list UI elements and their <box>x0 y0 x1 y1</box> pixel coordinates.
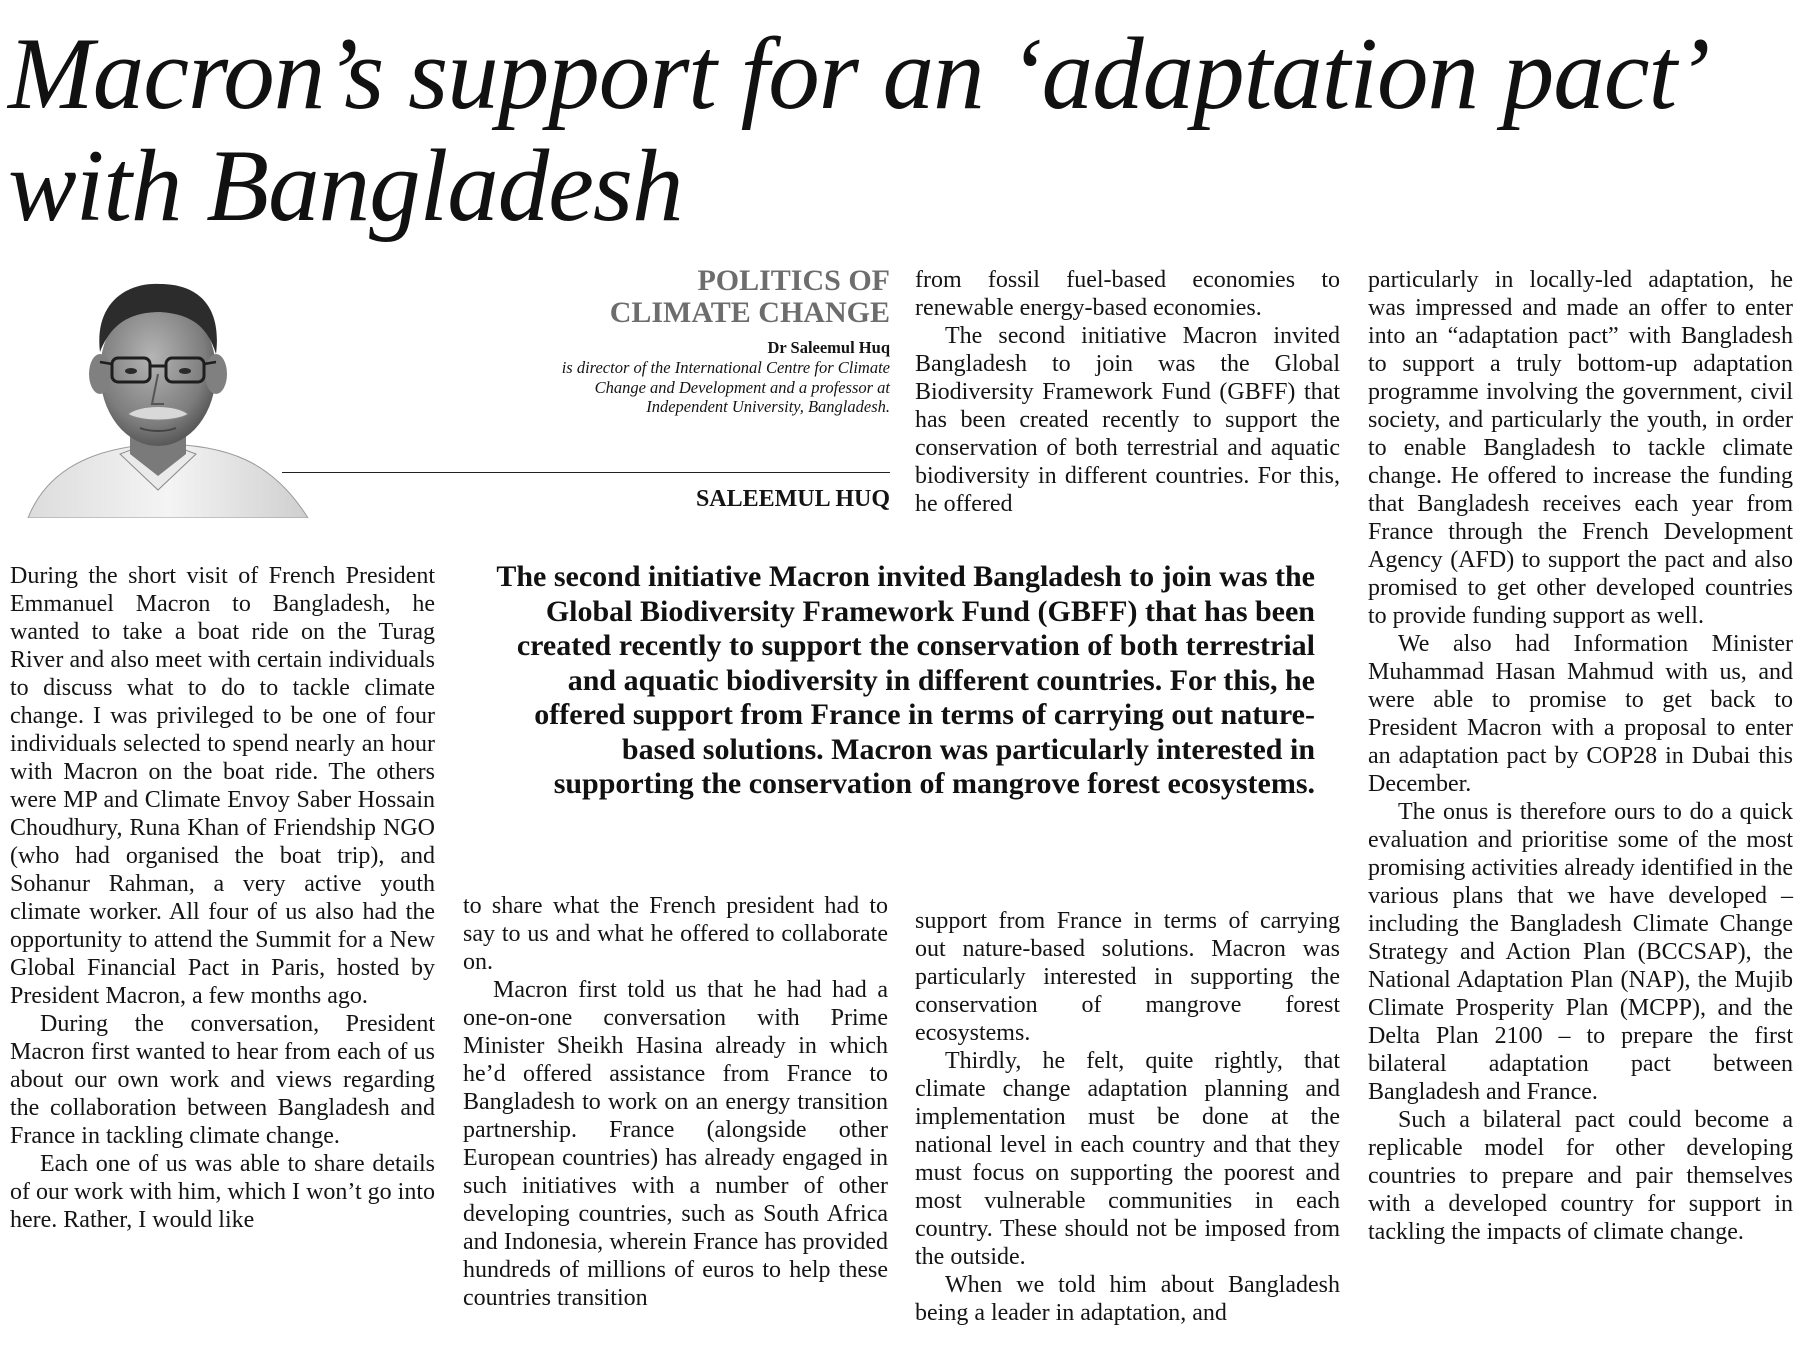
paragraph: Thirdly, he felt, quite rightly, that climate change adaptation planning and implementation must be done at the national level in each country and that they must focus on supporting the poorest and most vulnerable communities in each country. These should not be imposed from the outside. <box>915 1048 1340 1270</box>
body-column-1 <box>10 562 435 1234</box>
headline: Macron’s support for an ‘adaptation pact’ with Bangladesh <box>8 17 1698 243</box>
author-portrait <box>8 262 338 518</box>
pull-quote: The second initiative Macron invited Bangladesh to join was the Global Biodiversity Framework Fund (GBFF) that has been created recently to support the conservation of both terrestrial and aquatic biodiversity in different countries. For this, he offered support from France in terms of carrying out nature-based solutions. Macron was particularly interested in supporting the conservation of mangrove forest ecosystems. <box>496 560 1315 800</box>
paragraph: During the conversation, President Macron first wanted to hear from each of us about our own work and views regarding the collaboration between Bangladesh and France in tackling climate change. <box>10 1011 435 1149</box>
paragraph: During the short visit of French President Emmanuel Macron to Bangladesh, he wanted to take a boat ride on the Turag River and also meet with certain individuals to discuss what to do to tackle climate change. I was privileged to be one of four individuals selected to spend nearly an hour with Macron on the boat ride. The others were MP and Climate Envoy Saber Hossain Choudhury, Runa Khan of Friendship NGO (who had organised the boat trip), and Sohanur Rahman, a very active youth climate worker. All four of us also had the opportunity to attend the Summit for a New Global Financial Pact in Paris, hosted by President Macron, a few months ago. <box>10 563 435 1009</box>
body-column-4 <box>1368 266 1793 1246</box>
body-column-3-top <box>915 266 1340 518</box>
paragraph: from fossil fuel-based economies to renewable energy-based economies. <box>915 267 1340 321</box>
paragraph: particularly in locally-led adaptation, he was impressed and made an offer to enter into an “adaptation pact” with Bangladesh to support a truly bottom-up adaptation programme involving the government, civil society, and particularly the youth, in order to enable Bangladesh to tackle climate change. He offered to increase the funding that Bangladesh receives each year from France through the French Development Agency (AFD) to support the pact and also promised to get other developed countries to provide funding support as well. <box>1368 267 1793 629</box>
author-bio: is director of the International Centre for Climate Change and Development and a professor at Independent University, Bangladesh. <box>561 358 890 417</box>
paragraph: Macron first told us that he had had a one-on-one conversation with Prime Minister Sheikh Hasina already in which he’d offered assistance from France to Bangladesh to work on an energy transition partnership. France (alongside other European countries) has already engaged in such initiatives with a number of other developing countries, such as South Africa and Indonesia, wherein France has provided hundreds of millions of euros to help these countries transition <box>463 977 888 1311</box>
column-tag: POLITICS OF CLIMATE CHANGE <box>609 264 890 329</box>
paragraph: When we told him about Bangladesh being a leader in adaptation, and <box>915 1272 1340 1326</box>
paragraph: to share what the French president had to say to us and what he offered to collaborate on. <box>463 893 888 975</box>
paragraph: Each one of us was able to share details of our work with him, which I won’t go into here. Rather, I would like <box>10 1151 435 1233</box>
author-portrait-image <box>8 262 338 518</box>
byline-rule <box>282 472 890 473</box>
paragraph: The onus is therefore ours to do a quick evaluation and prioritise some of the most promising activities already identified in the various plans that we have developed – including the Bangladesh Climate Change Strategy and Action Plan (BCCSAP), the National Adaptation Plan (NAP), the Mujib Climate Prosperity Plan (MCPP), and the Delta Plan 2100 – to prepare the first bilateral adaptation pact between Bangladesh and France. <box>1368 799 1793 1105</box>
body-column-2 <box>463 892 888 1312</box>
byline: SALEEMUL HUQ <box>695 486 890 512</box>
paragraph: support from France in terms of carrying out nature-based solutions. Macron was particularly interested in supporting the conservation of mangrove forest ecosystems. <box>915 908 1340 1046</box>
body-column-3-bottom <box>915 907 1340 1327</box>
author-name: Dr Saleemul Huq <box>767 338 890 357</box>
paragraph: We also had Information Minister Muhammad Hasan Mahmud with us, and were able to promise to get back to President Macron with a proposal to enter an adaptation pact by COP28 in Dubai this December. <box>1368 631 1793 797</box>
paragraph: The second initiative Macron invited Bangladesh to join was the Global Biodiversity Framework Fund (GBFF) that has been created recently to support the conservation of both terrestrial and aquatic biodiversity in different countries. For this, he offered <box>915 323 1340 517</box>
paragraph: Such a bilateral pact could become a replicable model for other developing countries to prepare and pair themselves with a developed country for support in tackling the impacts of climate change. <box>1368 1107 1793 1245</box>
